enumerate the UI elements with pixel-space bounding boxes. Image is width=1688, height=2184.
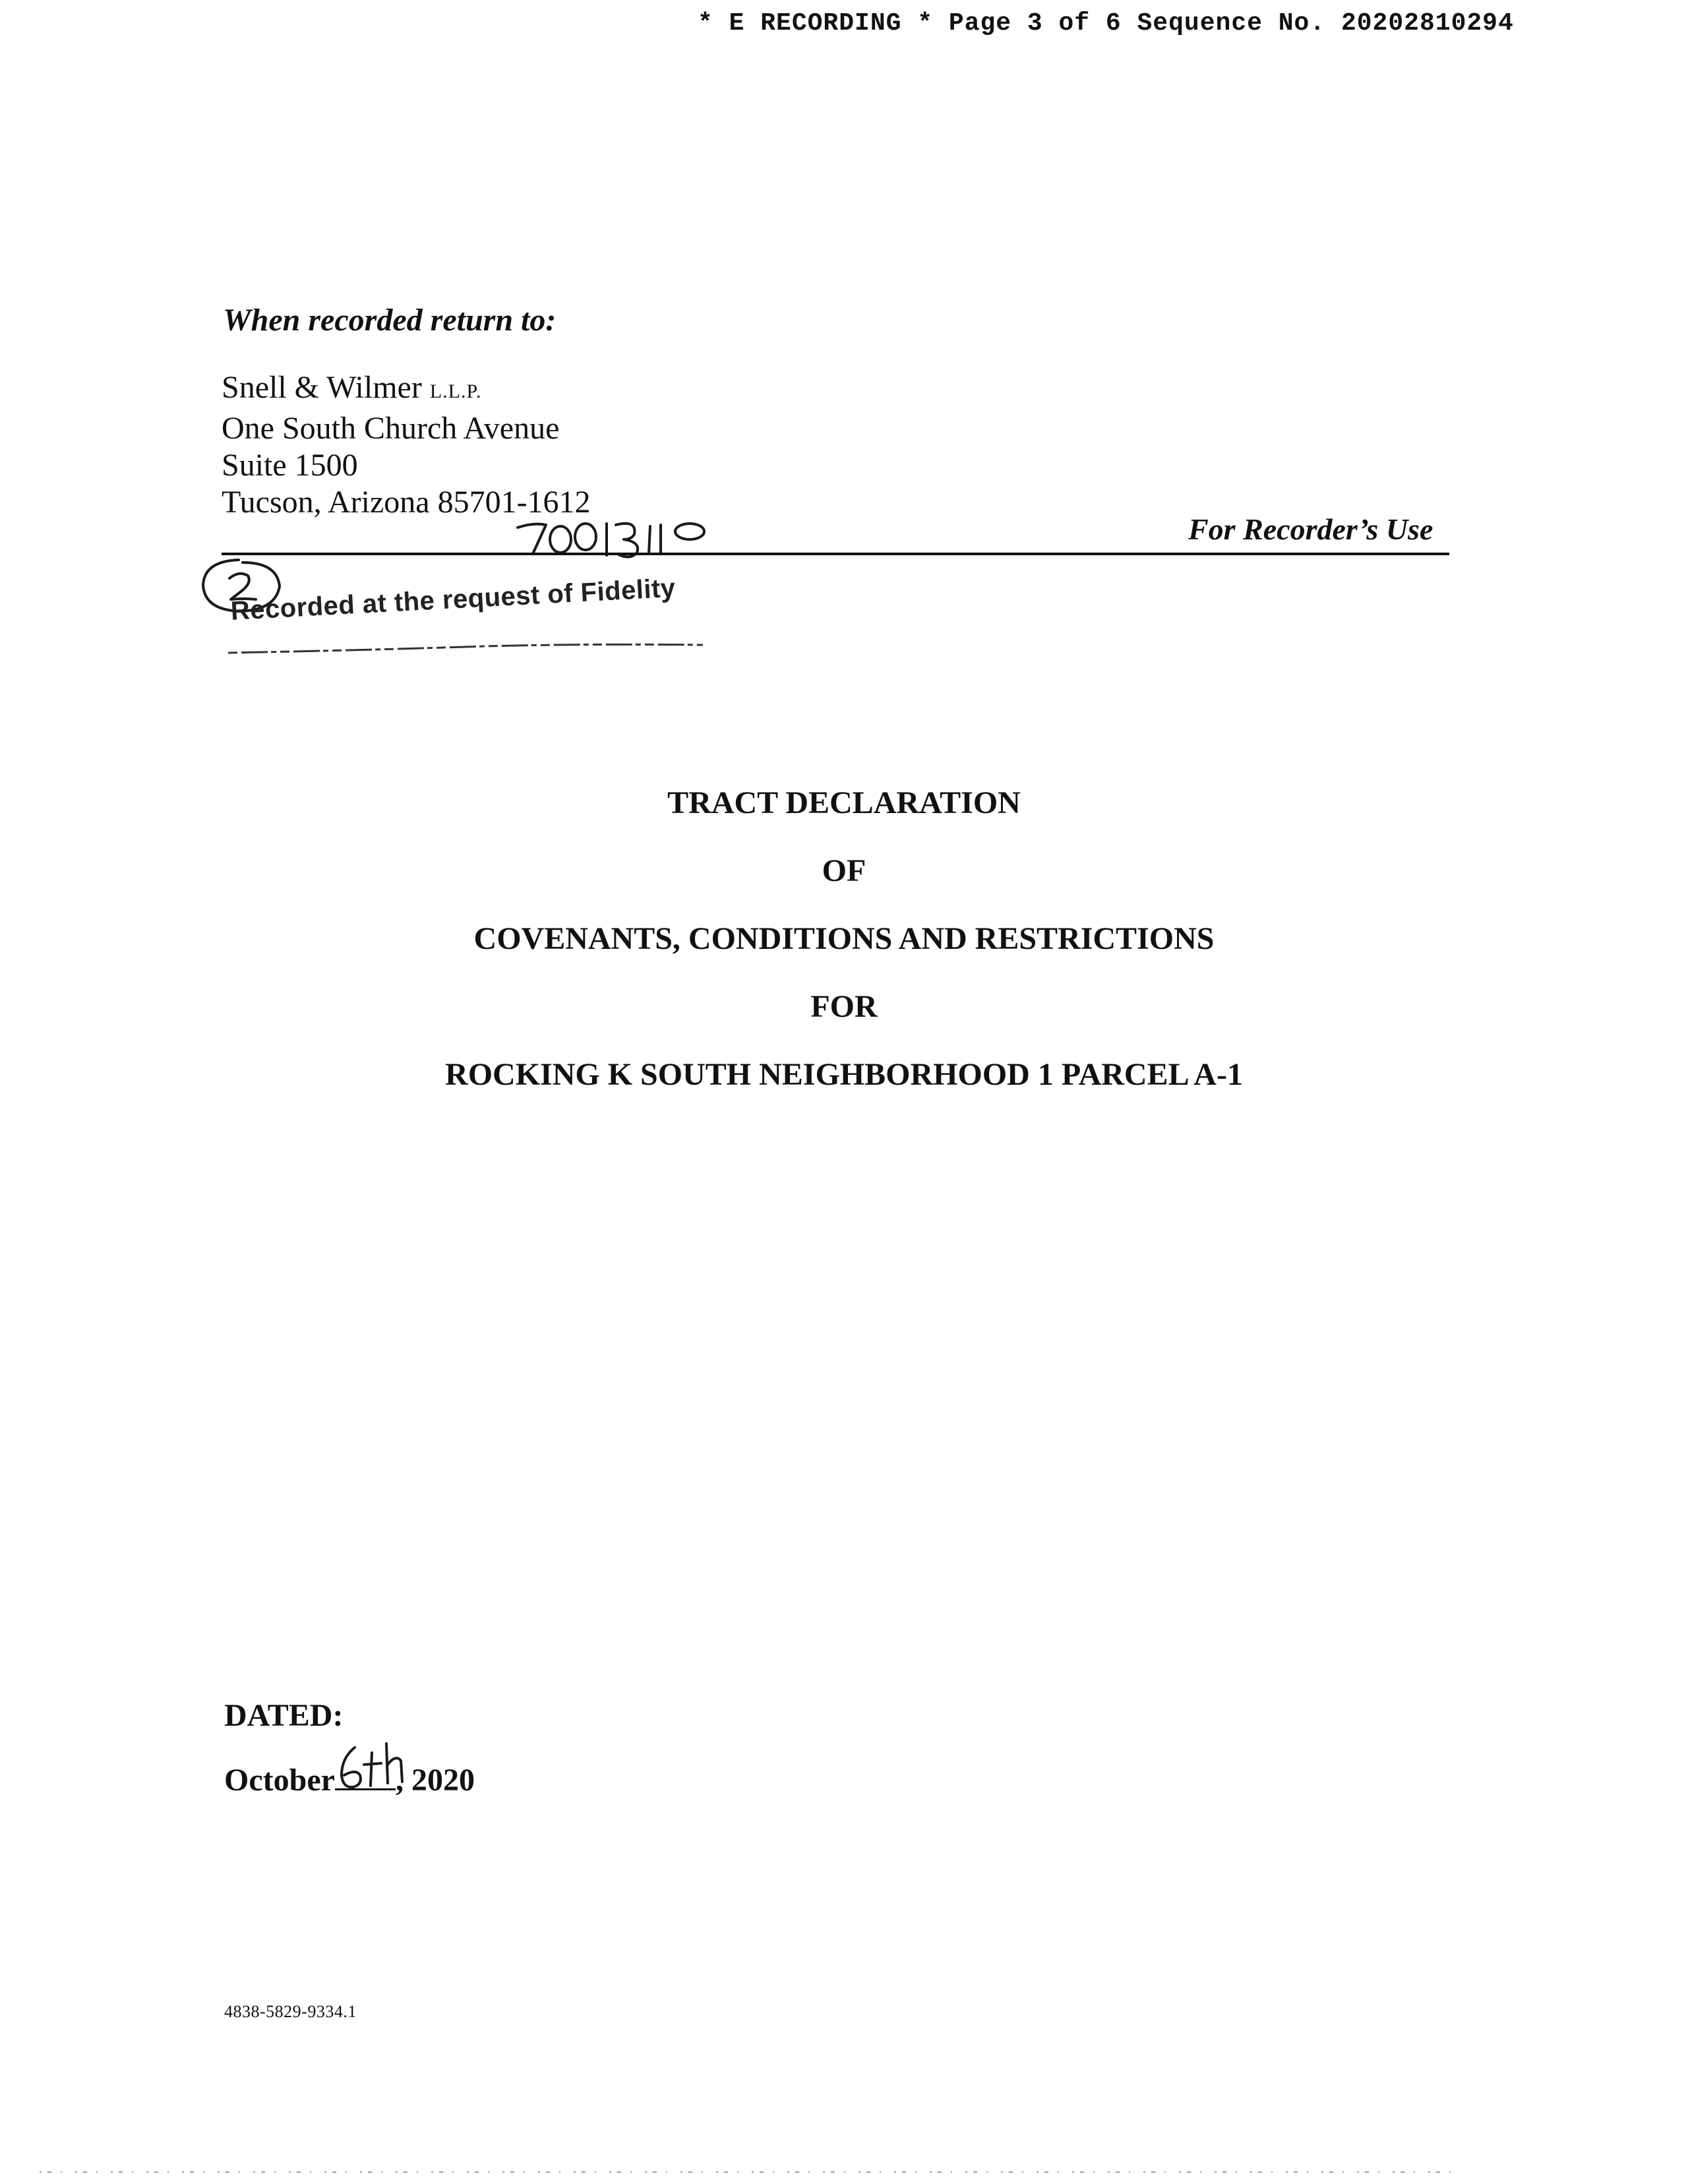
- recording-header: * E RECORDING * Page 3 of 6 Sequence No. 20202810294: [698, 9, 1514, 38]
- document-id: 4838-5829-9334.1: [224, 2002, 357, 2021]
- dated-month: October: [224, 1763, 335, 1798]
- firm-suffix: L.L.P.: [429, 380, 482, 402]
- title-line-3: COVENANTS, CONDITIONS AND RESTRICTIONS: [473, 921, 1215, 956]
- dated-label: DATED:: [224, 1698, 344, 1733]
- handwritten-day: [332, 1738, 411, 1798]
- firm-name: Snell & Wilmer: [222, 370, 422, 405]
- title-line-4: FOR: [810, 989, 878, 1024]
- stamp-underline: [222, 638, 709, 658]
- recorder-use-label: For Recorder’s Use: [1188, 512, 1433, 546]
- recorded-request-stamp: Recorded at the request of Fidelity: [229, 573, 677, 626]
- dated-year: , 2020: [395, 1763, 475, 1798]
- street-line: One South Church Avenue: [222, 411, 560, 446]
- document-title: [0, 785, 1688, 1124]
- firm-name-line: [222, 369, 591, 410]
- scan-noise: [0, 2160, 1688, 2180]
- return-to-label: When recorded return to:: [223, 303, 557, 338]
- horizontal-rule: [222, 553, 1449, 555]
- title-line-2: OF: [822, 853, 866, 888]
- title-line-5: ROCKING K SOUTH NEIGHBORHOOD 1 PARCEL A-1: [445, 1057, 1243, 1092]
- suite-line: Suite 1500: [222, 448, 358, 483]
- return-address: [222, 369, 591, 521]
- title-line-1: TRACT DECLARATION: [667, 785, 1021, 820]
- city-state-zip-line: Tucson, Arizona 85701-1612: [222, 485, 591, 520]
- handwritten-recording-number: [514, 508, 738, 567]
